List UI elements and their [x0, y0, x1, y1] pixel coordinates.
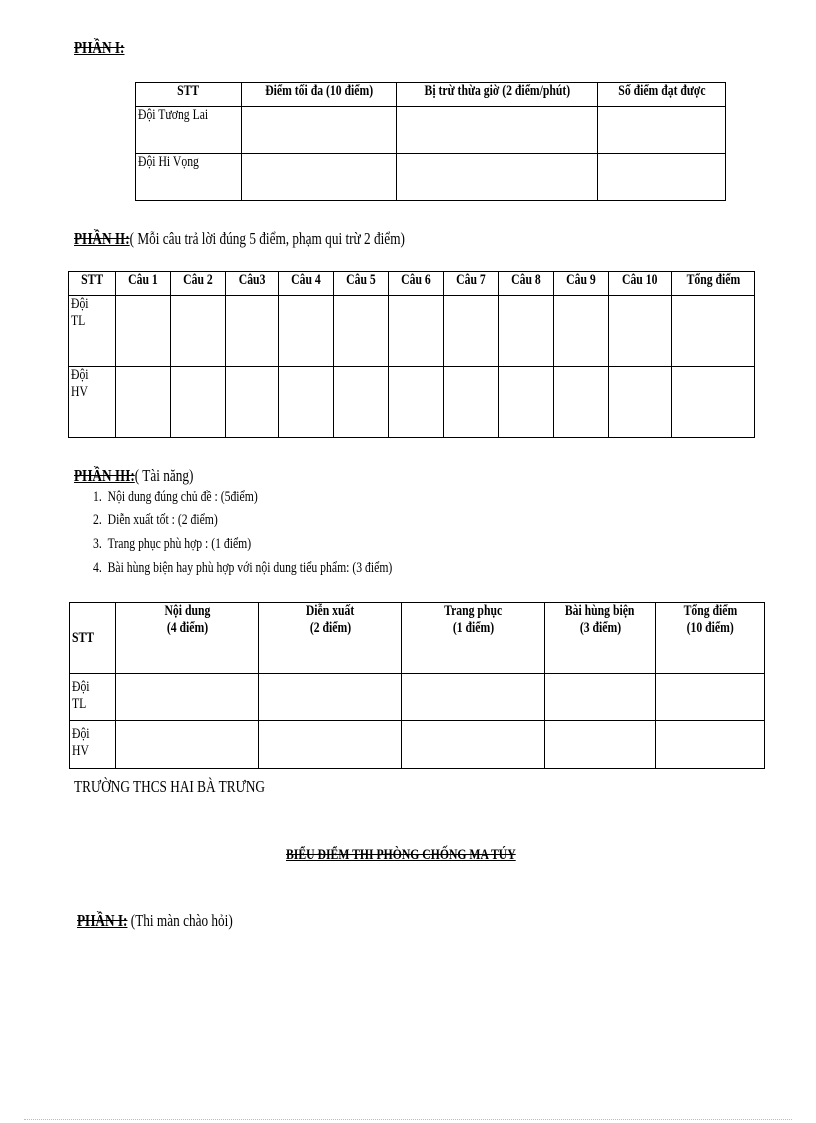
table-header: Điểm tối đa (10 điểm)	[242, 83, 397, 107]
part2-heading: PHẦN II:( Mỗi câu trả lời đúng 5 điểm, phạm qui trừ 2 điểm)	[74, 229, 405, 248]
table-header: Câu 1	[116, 272, 171, 296]
team-label: Đội Hi Vọng	[136, 154, 242, 201]
part1-heading: PHẦN I:	[74, 38, 125, 57]
team-label: Đội Tương Lai	[136, 107, 242, 154]
table-header: STT	[136, 83, 242, 107]
table-header: Câu 9	[554, 272, 609, 296]
table-header: Câu 10	[609, 272, 672, 296]
part1-repeat-note: (Thi màn chào hỏi)	[130, 911, 233, 930]
table-header: Tổng điểm	[672, 272, 755, 296]
table-header: Tổng điểm (10 điểm)	[656, 603, 765, 674]
list-item: 3. Trang phục phù hợp : (1 điểm)	[93, 536, 252, 552]
list-item: 4. Bài hùng biện hay phù hợp với nội dung tiểu phẩm: (3 điểm)	[93, 560, 393, 576]
table-header: STT	[70, 603, 116, 674]
list-item: 2. Diễn xuất tốt : (2 điểm)	[93, 512, 218, 528]
score-cell	[598, 154, 726, 201]
part3-heading: PHẦN III:( Tài năng)	[74, 466, 194, 485]
score-cell	[397, 107, 598, 154]
part2-note: ( Mỗi câu trả lời đúng 5 điểm, phạm qui trừ 2 điểm)	[129, 229, 405, 248]
table-header: Câu 4	[279, 272, 334, 296]
table-header: Nội dung (4 điểm)	[116, 603, 259, 674]
table-header: Câu3	[226, 272, 279, 296]
score-cell	[598, 107, 726, 154]
table-header: Số điểm đạt được	[598, 83, 726, 107]
team-label: Đội HV	[70, 721, 116, 769]
table-header: Câu 8	[499, 272, 554, 296]
score-cell	[397, 154, 598, 201]
score-cell	[242, 107, 397, 154]
team-label: Đội HV	[69, 367, 116, 438]
team-label: Đội TL	[69, 296, 116, 367]
table-header: Trang phục (1 điểm)	[402, 603, 545, 674]
table-header: Bài hùng biện (3 điểm)	[545, 603, 656, 674]
part1-repeat-heading: PHẦN I: (Thi màn chào hỏi)	[77, 911, 233, 930]
page-edge-divider	[24, 1119, 792, 1120]
table-header: Câu 2	[171, 272, 226, 296]
part3-table	[69, 602, 765, 769]
table-header: Bị trừ thừa giờ (2 điểm/phút)	[397, 83, 598, 107]
part1-table	[135, 82, 726, 201]
table-header: Diễn xuất (2 điểm)	[259, 603, 402, 674]
score-cell	[242, 154, 397, 201]
school-name: TRƯỜNG THCS HAI BÀ TRƯNG	[74, 777, 266, 796]
table-header: Câu 7	[444, 272, 499, 296]
table-header: STT	[69, 272, 116, 296]
part3-note: ( Tài năng)	[134, 466, 194, 485]
table-header: Câu 5	[334, 272, 389, 296]
part2-table	[68, 271, 755, 438]
team-label: Đội TL	[70, 674, 116, 721]
document-title: BIỂU ĐIỂM THI PHÒNG CHỐNG MA TÚY	[286, 847, 516, 863]
table-header: Câu 6	[389, 272, 444, 296]
list-item: 1. Nội dung đúng chủ đề : (5điểm)	[93, 489, 258, 505]
